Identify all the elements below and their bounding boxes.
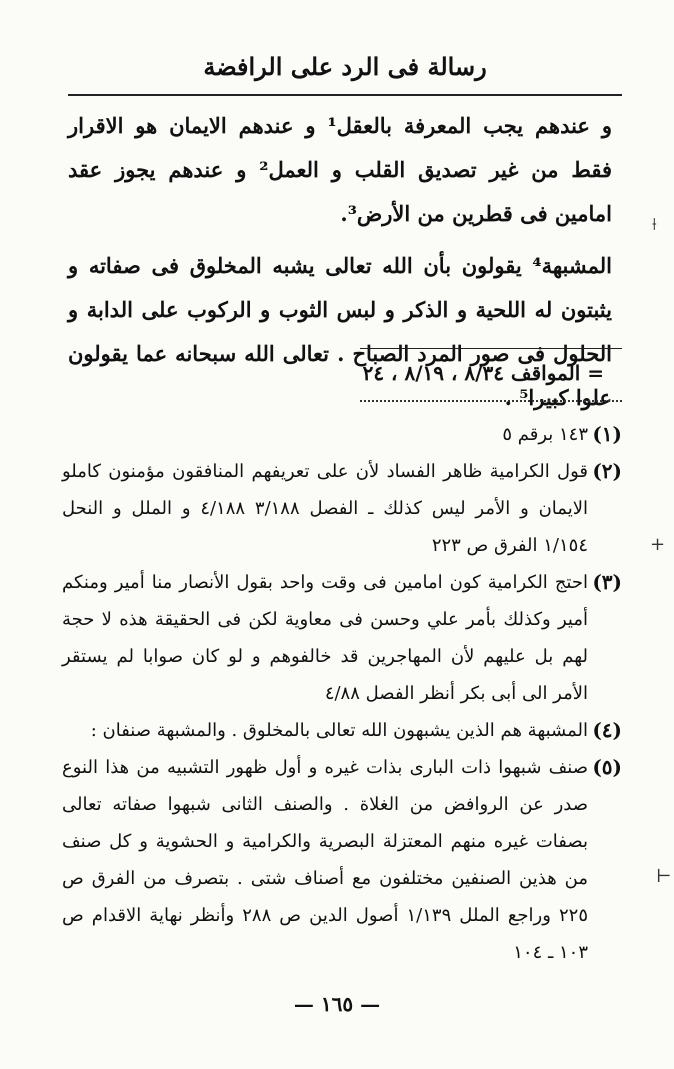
footnote-text: ١٤٣ برقم ٥ bbox=[502, 424, 588, 445]
page-number: — ١٦٥ — bbox=[293, 992, 381, 1016]
footnote-text: احتج الكرامية كون امامين فى وقت واحد بقول الأنصار منا أمير ومنكم أمير وكذلك بأمر علي وحسن فى معاوية لكن فى الحقيقة هذه لا حجة لهم بل عليهم لأن المهاجرين قد خالفوهم و لو كان صوابا لم يستقر الأمر الى أبى بكر أنظر الفصل ٤/٨٨ bbox=[62, 572, 588, 704]
footnote-text: صنف شبهوا ذات البارى بذات غيره و أول ظهور التشبيه من هذا النوع صدر عن الروافض من الغلاة . والصنف الثانى شبهوا صفاته تعالى بصفات غيره منهم المعتزلة البصرية والكرامية و الحشوية و كل صنف من هذين الصنفين مختلفون مع أصناف شتى . بتصرف من الفرق ص ٢٢٥ وراجع الملل ١/١٣٩ أصول الدين ص ٢٨٨ وأنظر نهاية الاقدام ص ١٠٣ ـ ١٠٤ bbox=[62, 757, 588, 963]
header-rule bbox=[68, 94, 622, 96]
footnote bbox=[62, 416, 622, 453]
footnote-text: المشبهة هم الذين يشبهون الله تعالى بالمخلوق . والمشبهة صنفان : bbox=[90, 720, 588, 741]
dotted-separator bbox=[360, 400, 622, 402]
footnote bbox=[62, 564, 622, 712]
footnote bbox=[62, 712, 622, 749]
paragraph-2: المشبهة⁴ يقولون بأن الله تعالى يشبه المخلوق فى صفاته و يثبتون له اللحية و الذكر و لبس الثوب و الركوب على الدابة و الحلول فى صور المرد الصباح . تعالى الله سبحانه عما يقولون علوا كبيرا⁵ . bbox=[68, 253, 612, 410]
paragraph-1: و عندهم يجب المعرفة بالعقل¹ و عندهم الايمان هو الاقرار فقط من غير تصديق القلب و العمل² و عندهم يجوز عقد امامين فى قطرين من الأرض³. bbox=[68, 113, 612, 226]
margin-crosshair-icon: + bbox=[650, 534, 666, 555]
footnote-number: (٢) bbox=[592, 459, 622, 483]
footnote-number: (٣) bbox=[592, 570, 622, 594]
margin-mark-icon: ⟊ bbox=[652, 214, 657, 235]
footnote-number: (٤) bbox=[592, 718, 622, 742]
margin-tick-icon: ⊢ bbox=[656, 866, 672, 887]
footnotes-list bbox=[62, 416, 622, 971]
footnote bbox=[62, 453, 622, 564]
footnote-number: (١) bbox=[592, 422, 622, 446]
footnote-text: قول الكرامية ظاهر الفساد لأن على تعريفهم المنافقون مؤمنون كاملو الايمان و الأمر ليس كذلك ـ الفصل ٣/١٨٨ ٤/١٨٨ و الملل و النحل ١/١٥٤ الفرق ص ٢٢٣ bbox=[62, 461, 588, 556]
running-header: رسالة فى الرد على الرافضة bbox=[203, 52, 487, 81]
footnote bbox=[62, 749, 622, 971]
footnote-number: (٥) bbox=[592, 755, 622, 779]
footnote-separator bbox=[360, 348, 622, 349]
continued-citation: = المواقف ٨/٣٤ ، ٨/١٩ ، ٢٤ bbox=[362, 361, 604, 385]
